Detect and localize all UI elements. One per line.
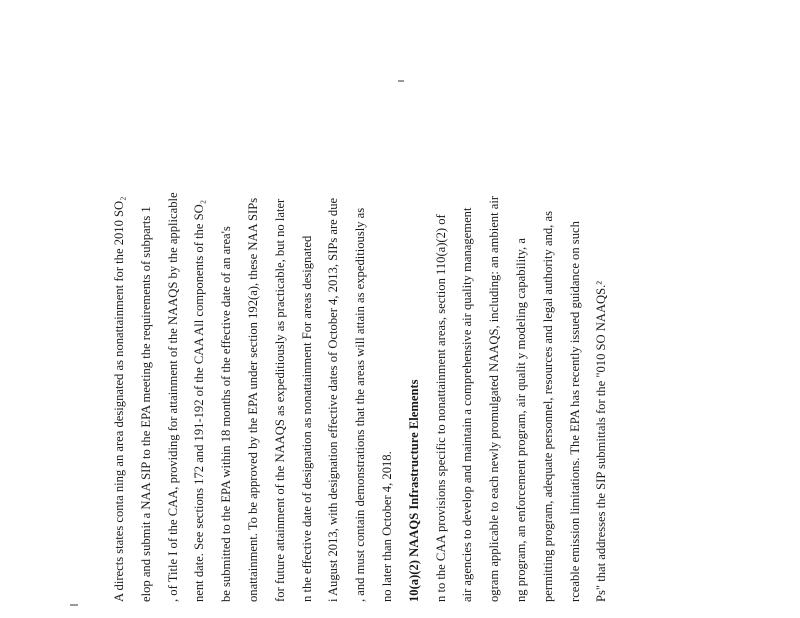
text-line: Ps" that addresses the SIP submittals for the "010 SO NAAQS.²	[594, 280, 609, 602]
text-line: n to the CAA provisions specific to nonattainment areas, section 110(a)(2) of	[433, 214, 448, 602]
text-line: 10(a)(2) NAAQS Infrastructure Elements	[406, 379, 421, 602]
text-line: air agencies to develop and maintain a comprehensive air quality management	[460, 207, 475, 602]
text-line: , and must contain demonstrations that the areas will attain as expeditiously as	[353, 207, 368, 602]
text-line: onattainment. To be approved by the EPA under section 192(a), these NAA SIPs	[246, 197, 260, 602]
text-line: permitting program, adequate personnel, resources and legal authority and, as	[540, 211, 555, 602]
text-line: for future attainment of the NAAQS as expeditiously as practicable, but no later	[272, 198, 287, 602]
text-line: no later than October 4, 2018.	[380, 451, 394, 602]
text-line: be submitted to the EPA within 18 months of the effective date of an area's	[219, 226, 234, 602]
text-line: ogram applicable to each newly promulgated NAAQS, including: an ambient air	[487, 195, 502, 602]
text-line: , of Title I of the CAA, providing for attainment of the NAAQS by the applicable	[165, 192, 180, 602]
scan-speck	[70, 604, 78, 606]
text-line: A directs states conta ning an area designated as nonattainment for the 2010 SO₂	[112, 196, 126, 602]
text-line: i August 2013, with designation effective dates of October 4, 2013, SIPs are due	[326, 197, 341, 602]
text-line: nent date. See sections 172 and 191-192 of the CAA All components of the SO₂	[192, 199, 207, 602]
text-line: elop and submit a NAA SIP to the EPA meeting the requirements of subparts 1	[138, 206, 153, 602]
text-line: rceable emission limitations. The EPA has recently issued guidance on such	[567, 221, 582, 602]
text-line: n the effective date of designation as nonattainment For areas designated	[299, 235, 314, 602]
rotated-text-block	[112, 90, 632, 602]
text-line: ng program, an enforcement program, air qualit y modeling capability, a	[514, 238, 528, 602]
scan-speck	[398, 80, 404, 82]
